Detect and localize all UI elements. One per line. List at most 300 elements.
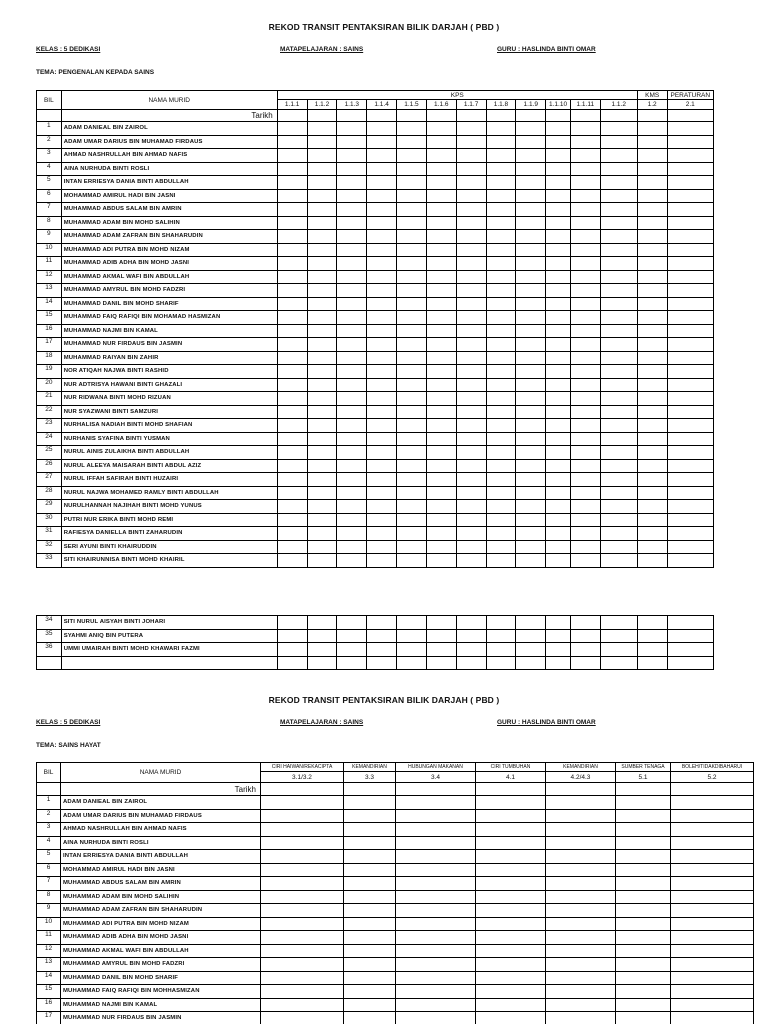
assessment-cell[interactable] [397,432,427,446]
assessment-cell[interactable] [570,338,600,352]
assessment-cell[interactable] [344,931,396,945]
assessment-cell[interactable] [344,958,396,972]
assessment-cell[interactable] [486,135,516,149]
assessment-cell[interactable] [637,643,667,657]
assessment-cell[interactable] [307,513,337,527]
assessment-cell[interactable] [546,643,571,657]
assessment-cell[interactable] [397,297,427,311]
assessment-cell[interactable] [546,554,571,568]
assessment-cell[interactable] [486,554,516,568]
assessment-cell[interactable] [570,176,600,190]
assessment-cell[interactable] [637,176,667,190]
assessment-cell[interactable] [516,216,546,230]
assessment-cell[interactable] [516,554,546,568]
assessment-cell[interactable] [456,643,486,657]
date-cell[interactable] [600,110,637,122]
assessment-cell[interactable] [516,257,546,271]
assessment-cell[interactable] [397,419,427,433]
assessment-cell[interactable] [616,863,671,877]
assessment-cell[interactable] [307,446,337,460]
assessment-cell[interactable] [546,890,616,904]
assessment-cell[interactable] [476,836,546,850]
assessment-cell[interactable] [671,998,754,1012]
assessment-cell[interactable] [261,985,344,999]
assessment-cell[interactable] [307,338,337,352]
assessment-cell[interactable] [397,270,427,284]
assessment-cell[interactable] [426,162,456,176]
assessment-cell[interactable] [516,513,546,527]
assessment-cell[interactable] [277,473,307,487]
assessment-cell[interactable] [671,1012,754,1024]
assessment-cell[interactable] [637,149,667,163]
assessment-cell[interactable] [637,324,667,338]
assessment-cell[interactable] [456,203,486,217]
assessment-cell[interactable] [307,540,337,554]
assessment-cell[interactable] [367,365,397,379]
assessment-cell[interactable] [426,365,456,379]
assessment-cell[interactable] [397,149,427,163]
assessment-cell[interactable] [600,486,637,500]
date-cell[interactable] [570,110,600,122]
assessment-cell[interactable] [516,203,546,217]
assessment-cell[interactable] [667,554,713,568]
assessment-cell[interactable] [637,432,667,446]
assessment-cell[interactable] [277,230,307,244]
assessment-cell[interactable] [337,392,367,406]
assessment-cell[interactable] [277,243,307,257]
assessment-cell[interactable] [397,459,427,473]
assessment-cell[interactable] [516,324,546,338]
assessment-cell[interactable] [307,629,337,643]
assessment-cell[interactable] [671,904,754,918]
assessment-cell[interactable] [277,500,307,514]
assessment-cell[interactable] [277,392,307,406]
assessment-cell[interactable] [261,850,344,864]
assessment-cell[interactable] [546,513,571,527]
assessment-cell[interactable] [570,230,600,244]
date-cell[interactable] [546,783,616,796]
assessment-cell[interactable] [397,540,427,554]
assessment-cell[interactable] [397,500,427,514]
assessment-cell[interactable] [637,500,667,514]
assessment-cell[interactable] [476,917,546,931]
assessment-cell[interactable] [546,257,571,271]
assessment-cell[interactable] [671,796,754,810]
assessment-cell[interactable] [616,971,671,985]
assessment-cell[interactable] [516,351,546,365]
assessment-cell[interactable] [396,904,476,918]
assessment-cell[interactable] [367,149,397,163]
assessment-cell[interactable] [546,823,616,837]
assessment-cell[interactable] [367,527,397,541]
assessment-cell[interactable] [307,527,337,541]
assessment-cell[interactable] [367,297,397,311]
assessment-cell[interactable] [486,338,516,352]
assessment-cell[interactable] [367,230,397,244]
assessment-cell[interactable] [426,513,456,527]
assessment-cell[interactable] [337,459,367,473]
assessment-cell[interactable] [476,971,546,985]
assessment-cell[interactable] [570,135,600,149]
assessment-cell[interactable] [600,297,637,311]
assessment-cell[interactable] [337,122,367,136]
assessment-cell[interactable] [367,643,397,657]
assessment-cell[interactable] [637,405,667,419]
assessment-cell[interactable] [486,432,516,446]
assessment-cell[interactable] [637,311,667,325]
assessment-cell[interactable] [277,135,307,149]
assessment-cell[interactable] [397,324,427,338]
assessment-cell[interactable] [367,500,397,514]
assessment-cell[interactable] [396,890,476,904]
assessment-cell[interactable] [337,311,367,325]
assessment-cell[interactable] [367,473,397,487]
assessment-cell[interactable] [637,459,667,473]
assessment-cell[interactable] [600,500,637,514]
assessment-cell[interactable] [667,189,713,203]
assessment-cell[interactable] [277,162,307,176]
assessment-cell[interactable] [667,486,713,500]
assessment-cell[interactable] [546,616,571,630]
assessment-cell[interactable] [307,392,337,406]
assessment-cell[interactable] [616,796,671,810]
assessment-cell[interactable] [337,540,367,554]
assessment-cell[interactable] [426,149,456,163]
assessment-cell[interactable] [277,378,307,392]
assessment-cell[interactable] [307,500,337,514]
assessment-cell[interactable] [456,656,486,670]
assessment-cell[interactable] [600,432,637,446]
assessment-cell[interactable] [426,203,456,217]
assessment-cell[interactable] [397,189,427,203]
assessment-cell[interactable] [546,809,616,823]
assessment-cell[interactable] [476,904,546,918]
assessment-cell[interactable] [637,473,667,487]
assessment-cell[interactable] [397,554,427,568]
assessment-cell[interactable] [667,284,713,298]
assessment-cell[interactable] [307,135,337,149]
assessment-cell[interactable] [546,122,571,136]
assessment-cell[interactable] [337,419,367,433]
assessment-cell[interactable] [337,203,367,217]
assessment-cell[interactable] [516,616,546,630]
assessment-cell[interactable] [307,324,337,338]
assessment-cell[interactable] [397,257,427,271]
assessment-cell[interactable] [667,216,713,230]
assessment-cell[interactable] [261,877,344,891]
assessment-cell[interactable] [307,297,337,311]
assessment-cell[interactable] [456,554,486,568]
assessment-cell[interactable] [456,257,486,271]
assessment-cell[interactable] [397,405,427,419]
assessment-cell[interactable] [261,931,344,945]
assessment-cell[interactable] [307,176,337,190]
assessment-cell[interactable] [600,629,637,643]
assessment-cell[interactable] [397,216,427,230]
assessment-cell[interactable] [616,1012,671,1024]
assessment-cell[interactable] [570,643,600,657]
assessment-cell[interactable] [337,297,367,311]
assessment-cell[interactable] [667,257,713,271]
assessment-cell[interactable] [486,392,516,406]
assessment-cell[interactable] [570,540,600,554]
assessment-cell[interactable] [546,419,571,433]
assessment-cell[interactable] [456,338,486,352]
assessment-cell[interactable] [516,473,546,487]
assessment-cell[interactable] [637,616,667,630]
assessment-cell[interactable] [397,486,427,500]
assessment-cell[interactable] [546,985,616,999]
assessment-cell[interactable] [307,203,337,217]
assessment-cell[interactable] [337,257,367,271]
assessment-cell[interactable] [337,270,367,284]
assessment-cell[interactable] [337,378,367,392]
assessment-cell[interactable] [570,459,600,473]
assessment-cell[interactable] [516,656,546,670]
assessment-cell[interactable] [337,230,367,244]
assessment-cell[interactable] [307,365,337,379]
assessment-cell[interactable] [367,392,397,406]
assessment-cell[interactable] [516,365,546,379]
assessment-cell[interactable] [456,486,486,500]
assessment-cell[interactable] [667,230,713,244]
assessment-cell[interactable] [667,176,713,190]
assessment-cell[interactable] [486,419,516,433]
assessment-cell[interactable] [426,176,456,190]
assessment-cell[interactable] [456,540,486,554]
assessment-cell[interactable] [486,270,516,284]
assessment-cell[interactable] [637,135,667,149]
assessment-cell[interactable] [570,270,600,284]
date-cell[interactable] [546,110,571,122]
assessment-cell[interactable] [667,629,713,643]
assessment-cell[interactable] [344,998,396,1012]
assessment-cell[interactable] [546,931,616,945]
assessment-cell[interactable] [344,904,396,918]
assessment-cell[interactable] [546,958,616,972]
assessment-cell[interactable] [516,527,546,541]
assessment-cell[interactable] [397,513,427,527]
assessment-cell[interactable] [570,392,600,406]
assessment-cell[interactable] [516,405,546,419]
assessment-cell[interactable] [397,230,427,244]
assessment-cell[interactable] [637,378,667,392]
assessment-cell[interactable] [456,446,486,460]
assessment-cell[interactable] [426,629,456,643]
assessment-cell[interactable] [367,446,397,460]
assessment-cell[interactable] [570,473,600,487]
date-cell[interactable] [671,783,754,796]
assessment-cell[interactable] [516,270,546,284]
assessment-cell[interactable] [667,297,713,311]
assessment-cell[interactable] [516,459,546,473]
assessment-cell[interactable] [516,162,546,176]
assessment-cell[interactable] [667,311,713,325]
assessment-cell[interactable] [476,890,546,904]
assessment-cell[interactable] [516,432,546,446]
assessment-cell[interactable] [600,270,637,284]
assessment-cell[interactable] [344,917,396,931]
assessment-cell[interactable] [570,500,600,514]
assessment-cell[interactable] [397,643,427,657]
assessment-cell[interactable] [667,643,713,657]
assessment-cell[interactable] [546,432,571,446]
assessment-cell[interactable] [261,796,344,810]
assessment-cell[interactable] [261,1012,344,1024]
assessment-cell[interactable] [277,656,307,670]
assessment-cell[interactable] [667,324,713,338]
assessment-cell[interactable] [261,863,344,877]
assessment-cell[interactable] [667,656,713,670]
assessment-cell[interactable] [307,378,337,392]
date-cell[interactable] [397,110,427,122]
assessment-cell[interactable] [367,629,397,643]
assessment-cell[interactable] [337,432,367,446]
assessment-cell[interactable] [426,311,456,325]
assessment-cell[interactable] [667,616,713,630]
assessment-cell[interactable] [600,378,637,392]
assessment-cell[interactable] [671,877,754,891]
assessment-cell[interactable] [486,297,516,311]
assessment-cell[interactable] [426,616,456,630]
assessment-cell[interactable] [337,656,367,670]
assessment-cell[interactable] [261,836,344,850]
assessment-cell[interactable] [367,324,397,338]
assessment-cell[interactable] [486,616,516,630]
date-cell[interactable] [476,783,546,796]
assessment-cell[interactable] [307,149,337,163]
assessment-cell[interactable] [516,643,546,657]
assessment-cell[interactable] [486,527,516,541]
assessment-cell[interactable] [546,243,571,257]
assessment-cell[interactable] [637,297,667,311]
assessment-cell[interactable] [637,230,667,244]
assessment-cell[interactable] [546,189,571,203]
assessment-cell[interactable] [486,513,516,527]
assessment-cell[interactable] [456,365,486,379]
assessment-cell[interactable] [516,540,546,554]
assessment-cell[interactable] [671,809,754,823]
assessment-cell[interactable] [546,944,616,958]
assessment-cell[interactable] [486,243,516,257]
assessment-cell[interactable] [367,513,397,527]
assessment-cell[interactable] [337,486,367,500]
assessment-cell[interactable] [637,656,667,670]
assessment-cell[interactable] [426,446,456,460]
assessment-cell[interactable] [516,338,546,352]
assessment-cell[interactable] [667,203,713,217]
assessment-cell[interactable] [486,473,516,487]
assessment-cell[interactable] [600,540,637,554]
assessment-cell[interactable] [426,257,456,271]
assessment-cell[interactable] [396,998,476,1012]
assessment-cell[interactable] [456,500,486,514]
assessment-cell[interactable] [637,122,667,136]
assessment-cell[interactable] [667,459,713,473]
assessment-cell[interactable] [546,135,571,149]
assessment-cell[interactable] [570,419,600,433]
assessment-cell[interactable] [337,513,367,527]
assessment-cell[interactable] [456,392,486,406]
assessment-cell[interactable] [486,203,516,217]
assessment-cell[interactable] [600,365,637,379]
assessment-cell[interactable] [344,971,396,985]
assessment-cell[interactable] [516,311,546,325]
assessment-cell[interactable] [426,419,456,433]
assessment-cell[interactable] [616,931,671,945]
assessment-cell[interactable] [570,203,600,217]
assessment-cell[interactable] [570,446,600,460]
assessment-cell[interactable] [426,643,456,657]
assessment-cell[interactable] [616,890,671,904]
assessment-cell[interactable] [397,392,427,406]
assessment-cell[interactable] [456,527,486,541]
assessment-cell[interactable] [397,378,427,392]
date-cell[interactable] [637,110,667,122]
assessment-cell[interactable] [476,863,546,877]
assessment-cell[interactable] [277,270,307,284]
assessment-cell[interactable] [667,540,713,554]
assessment-cell[interactable] [277,284,307,298]
assessment-cell[interactable] [486,230,516,244]
assessment-cell[interactable] [397,311,427,325]
assessment-cell[interactable] [397,203,427,217]
assessment-cell[interactable] [476,985,546,999]
assessment-cell[interactable] [570,243,600,257]
assessment-cell[interactable] [277,554,307,568]
assessment-cell[interactable] [456,243,486,257]
assessment-cell[interactable] [396,836,476,850]
assessment-cell[interactable] [486,311,516,325]
assessment-cell[interactable] [667,446,713,460]
assessment-cell[interactable] [546,378,571,392]
assessment-cell[interactable] [426,189,456,203]
assessment-cell[interactable] [476,877,546,891]
assessment-cell[interactable] [456,459,486,473]
assessment-cell[interactable] [307,486,337,500]
assessment-cell[interactable] [600,392,637,406]
assessment-cell[interactable] [367,432,397,446]
assessment-cell[interactable] [367,616,397,630]
assessment-cell[interactable] [426,432,456,446]
assessment-cell[interactable] [337,189,367,203]
assessment-cell[interactable] [546,540,571,554]
assessment-cell[interactable] [277,365,307,379]
assessment-cell[interactable] [307,270,337,284]
assessment-cell[interactable] [616,998,671,1012]
assessment-cell[interactable] [456,270,486,284]
assessment-cell[interactable] [337,405,367,419]
assessment-cell[interactable] [396,796,476,810]
assessment-cell[interactable] [570,405,600,419]
assessment-cell[interactable] [486,162,516,176]
assessment-cell[interactable] [546,338,571,352]
assessment-cell[interactable] [546,971,616,985]
assessment-cell[interactable] [546,917,616,931]
assessment-cell[interactable] [667,405,713,419]
assessment-cell[interactable] [367,459,397,473]
assessment-cell[interactable] [426,540,456,554]
assessment-cell[interactable] [476,958,546,972]
assessment-cell[interactable] [367,338,397,352]
assessment-cell[interactable] [456,616,486,630]
assessment-cell[interactable] [667,513,713,527]
date-cell[interactable] [516,110,546,122]
assessment-cell[interactable] [570,189,600,203]
assessment-cell[interactable] [456,230,486,244]
assessment-cell[interactable] [516,297,546,311]
assessment-cell[interactable] [396,958,476,972]
